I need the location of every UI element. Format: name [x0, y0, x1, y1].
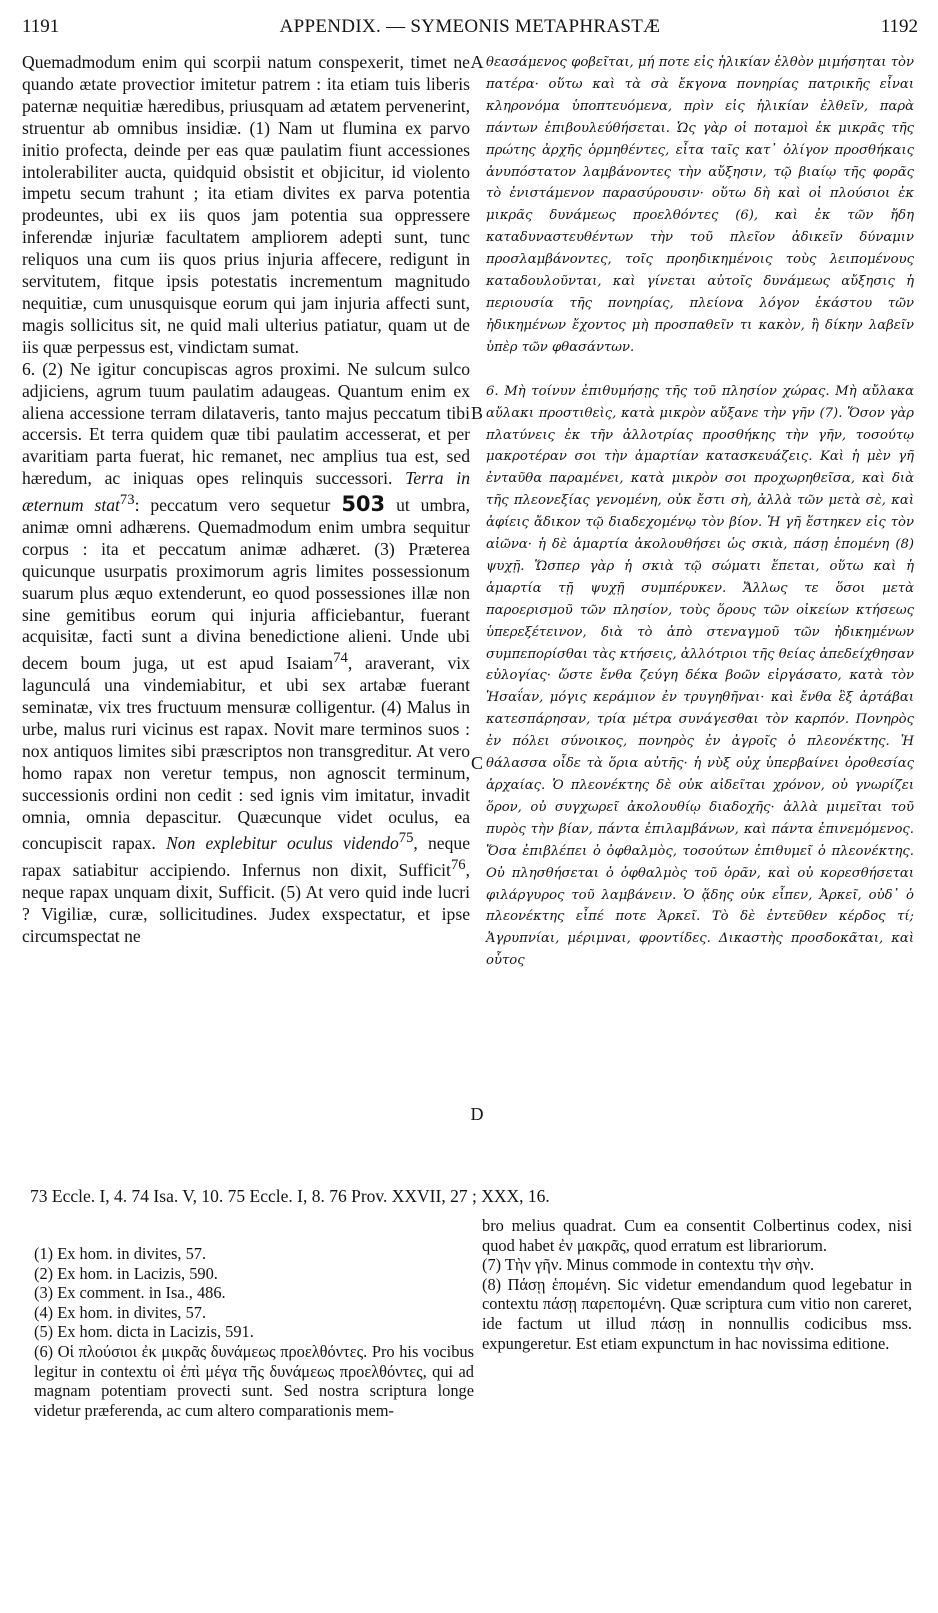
footnote-1: (1) Ex hom. in divites, 57. — [34, 1244, 207, 1263]
scripture-references: 73 Eccle. I, 4. 74 Isa. V, 10. 75 Eccle. I, 8. 76 Prov. XXVII, 27 ; XXX, 16. — [30, 1186, 550, 1206]
latin-text-2d: , araverant, vix lagunculá una vindemiabitur, et ubi sex artabæ fuerant seminatæ, vix tres fructuum mensuræ colligentur. (4) Malus in urbe, malus ruri vicinus est rapax. Novit mare terminos suos : nox antiquos limites sibi præscriptos non transgreditur. At vero homo rapax non veretur tempus, non agnoscit terminum, successionis ordini non cedit : sed ignis vim imitatur, invadit omnia, omnia depascitur. Quæcunque videt oculus, ea concupiscit rapax. — [22, 653, 470, 854]
latin-quote-oculus: Non explebitur oculus videndo — [165, 833, 399, 854]
latin-paragraph-1: Quemadmodum enim qui scorpii natum conspexerit, timet ne quando ætate provectior imitetur patrem : ita etiam tuis liberis paternæ nequitiæ hæredibus, priusquam ad ætatem pervenerint, struentur ab omnibus insidiæ. (1) Nam ut flumina ex parvo initio profecta, deinde per eas quæ paulatim fiunt accessiones intolerabiliter aucta, quidquid obsistit et objicitur, id violento impetu secum trahunt ; ita etiam divites ex parva potentia prodeuntes, ubi ex iis quos jam potentia sua oppressere inferendæ injuriæ facultatem ampliorem adepti sunt, tunc reliquos una cum iis quos prius injuria affecere, redigunt in servitutem, fitque ipsis potestatis incrementum magnitudo nequitiæ, cum unusquisque eorum qui jam injuria affecti sunt, magis sollicitus sit, ne quid mali ulterius patiatur, quam ut de iis quæ perpessus est, vindictam sumat. — [22, 52, 470, 357]
footnotes-left — [34, 1244, 474, 1420]
footnote-ref-73: 73 — [119, 492, 135, 509]
latin-text-2a: 6. (2) Ne igitur concupiscas agros proximi. Ne sulcum sulco adjiciens, agrum tuum paulatim adaugeas. Quantum enim ex aliena accessione terram dilataveris, tanto majus peccatum tibi accersis. Et terra quidem quæ tibi paulatim accesserat, et per avaritiam parta fuerat, hic remanet, nec amplius tua est, sed hæredum, ac iniquas opes relinquis successori. — [22, 358, 470, 489]
margin-letter-d: D — [470, 1104, 484, 1124]
footnote-7: (7) Τὴν γῆν. Minus commode in contextu τὴν σὴν. — [482, 1255, 815, 1275]
footnote-6: (6) Οἱ πλούσιοι ἐκ μικρᾶς δυνάμεως προελθόντες. Pro his vocibus legitur in contextu οἱ ἐπὶ μέγα τῆς δυνάμεως προελθόντες, qui ad magnam potentiam provecti sunt. Sed nostra scriptura longe videtur præferenda, ac cum altero comparationis mem- — [34, 1341, 474, 1420]
footnote-2: (2) Ex hom. in Lacizis, 590. — [34, 1263, 218, 1283]
footnote-8: (8) Πάσῃ ἑπομένη. Sic videtur emendandum quod legebatur in contextu πάσῃ παρεπομένη. Quæ scriptura cum vitio non careret, ide factum ut illud πάσῃ in nonnullis codicibus mss. expungeretur. Est etiam expunctum in hac novissima editione. — [482, 1274, 912, 1353]
footnote-3: (3) Ex comment. in Isa., 486. — [34, 1283, 226, 1303]
greek-column — [486, 52, 914, 972]
latin-text-2e: , neque rapax satiabitur accipiendo. Infernus non dixit, Sufficit — [22, 833, 471, 881]
latin-text-2b: : peccatum vero sequetur — [134, 494, 331, 515]
margin-letter-a: A — [470, 52, 484, 72]
footnotes-right — [482, 1216, 912, 1353]
footnote-6-continued: bro melius quadrat. Cum ea consentit Colbertinus codex, nisi quod habet ἐν μακρᾶς, quod erratum est librariorum. — [482, 1216, 912, 1255]
column-number-503: 503 — [341, 491, 386, 516]
footnote-ref-74: 74 — [333, 650, 348, 667]
page-header — [22, 16, 918, 44]
footnote-4: (4) Ex hom. in divites, 57. — [34, 1302, 207, 1322]
footnote-ref-75: 75 — [398, 830, 414, 847]
greek-paragraph-2: 6. Μὴ τοίνυν ἐπιθυμήσῃς τῆς τοῦ πλησίον χώρας. Μὴ αὔλακα αὔλακι προστιθεὶς, κατὰ μικρὸν αὔξανε τὴν γῆν (7). Ὅσον γὰρ πλατύνεις ἐκ τῆν ἀλλοτρίας προσθήκης τὴν γῆν, τοσούτῳ μακροτέραν σοι τὴν ἁμαρτίαν κατασκευάζεις. Καὶ ἡ μὲν γῆ ἐνταῦθα παραμένει, κατὰ μικρὸν σοι προχωρηθεῖσα, καὶ διὰ τῆς πλεονεξίας γενομένη, οὐκ ἔστι σὴ, ἀλλὰ τῶν μετὰ σὲ, καὶ ἀφίεις ἄδικον τῷ διαδεχομένῳ τὸν βίον. Ἡ γῆ ἕστηκεν εἰς τὸν αἰῶνα· ἡ δὲ ἁμαρτία ἀκολουθήσει ὡς σκιὰ, πάσῃ ἑπομένη (8) ψυχῇ. Ὥσπερ γὰρ ἡ σκιὰ τῷ σώματι ἕπεται, οὕτω καὶ ἡ ἁμαρτία τῇ ψυχῇ συμπέρυκεν. Ἄλλως τε ὅσοι μετὰ παροερισμοῦ τῶν πλησίον, τοὺς ὅρους τῶν οἰκείων κτήσεως ὑπερεξέτεινον, διὰ τὸ ἀπὸ στεναγμοῦ τῶν ἠδικημένων συμπεπορίσθαι τὰς κτήσεις, ἀλλότριοι τῆς θείας ἀπεδείχθησαν εὐλογίας· ὥστε ἔνθα ζεύγη δέκα βοῶν εἰργάσατο, κατὰ τὸν Ἡσαΐαν, μόγις κεράμιον ἐν τρυγηθῆναι· καὶ ἔνθα ἓξ ἀρτάβαι κατεσπάρησαν, τρία μέτρα συνάγεσθαι τὸν καρπόν. Πονηρὸς ἐν πόλει σύνοικος, πονηρὸς ἐν ἀγροῖς ὁ πλεονέκτης. Ἡ θάλασσα οἶδε τὰ ὅρια αὐτῆς· ἡ νὺξ οὐχ ὑπερβαίνει ὀροθεσίας ἀρχαίας. Ὁ πλεονέκτης δὲ οὐκ αἰδεῖται χρόνον, οὐ γνωρίζει ὅρον, οὐ συγχωρεῖ ἀκολουθίῳ διαδοχῆς· ἀλλὰ μιμεῖται τοῦ πυρὸς τὴν βίαν, πάντα ἐπιλαμβάνων, καὶ πάντα ἐπινεμόμενος. Ὅσα ἐπιβλέπει ὁ ὀφθαλμὸς, τοσούτων ἐπιθυμεῖ ὁ πλεονέκτης. Οὐ πλησθήσεται ὁ ὀφθαλμὸς τοῦ ὁρᾶν, καὶ οὐ κορεσθήσεται φιλάργυρος τοῦ λαμβάνειν. Ὁ ᾅδης οὐκ εἶπεν, Ἀρκεῖ, οὐδ᾽ ὁ πλεονέκτης εἶπέ ποτε Ἀρκεῖ. Τὸ δὲ ἐντεῦθεν κέρδος τί; Ἀγρυπνίαι, μέριμναι, φροντίδες. Δικαστὴς προσδοκᾶται, καὶ οὗτος — [486, 383, 914, 969]
left-page-number: 1191 — [22, 16, 60, 37]
latin-column — [22, 52, 470, 948]
footnote-5: (5) Ex hom. dicta in Lacizis, 591. — [34, 1322, 254, 1342]
footnote-ref-76: 76 — [450, 857, 466, 874]
margin-letter-c: C — [470, 753, 483, 773]
margin-letter-b: B — [470, 403, 483, 423]
latin-text-2f: , neque rapax unquam dixit, Sufficit. (5) At vero quid inde lucri ? Vigiliæ, curæ, sollicitudines. Judex exspectatur, et ipse circumspectat ne — [22, 860, 470, 946]
latin-paragraph-2 — [22, 359, 470, 948]
running-title: APPENDIX. — SYMEONIS METAPHRASTÆ — [279, 16, 661, 37]
greek-paragraph-1: θεασάμενος φοβεῖται, μή ποτε εἰς ἡλικίαν ἐλθὸν μιμήσηται τὸν πατέρα· οὕτω καὶ τὰ σὰ ἔκγονα πονηρίας πατρικῆς εἶναι κληρονόμα ὑποπτευόμενα, πρὶν εἰς ἡλικίαν ἐλθεῖν, παρὰ πάντων ἐπιβουλεύθήσεται. Ὡς γὰρ οἱ ποταμοὶ ἐκ μικρᾶς τῆς πρώτης ἀρχῆς ὁρμηθέντες, εἶτα ταῖς κατ᾽ ὀλίγον προσθήκαις ἀνυπόστατον λαμβάνοντες τὴν αὔξησιν, τῷ βιαίῳ τῆς φορᾶς τὸ ἐνιστάμενον παρασύρουσιν· οὕτω δὴ καὶ οἱ πλούσιοι ἐκ μικρᾶς δυνάμεως προελθόντες (6), καὶ ἐκ τῶν ἤδη καταδυναστευθέντων τὴν τοῦ πλεῖον ἀδικεῖν δύναμιν προσλαμβάνοντες, τοῖς προηδικημένοις τοὺς λειπομένους καταδουλοῦνται, καὶ γίνεται αὐτοῖς δυνάμεως αὔξησις ἡ περιουσία τῆς πονηρίας, πλείονα λόγον ἑκάστου τῶν ἠδικημένων ἔχοντος μὴ προσπαθεῖν τι κακὸν, ἢ δίκην λαβεῖν ὑπὲρ τῶν φθασάντων. — [486, 55, 914, 355]
right-page-number: 1192 — [880, 16, 918, 37]
latin-quote-terra: Terra in æternum stat — [22, 468, 470, 515]
latin-text-2c: ut umbra, animæ omni adhærens. Quemadmodum enim umbra sequitur corpus : ita et peccatum animæ adhæret. (3) Præterea quicunque usurpatis proximorum agris limites possessionum suarum plus æquo extenderunt, eo quod possessiones illæ non sine gemitibus eorum qui injuria afficiebantur, fuerant acquisitæ, facti sunt a divina benedictione alieni. Unde ubi decem boum juga, ut est apud Isaiam — [22, 494, 470, 674]
